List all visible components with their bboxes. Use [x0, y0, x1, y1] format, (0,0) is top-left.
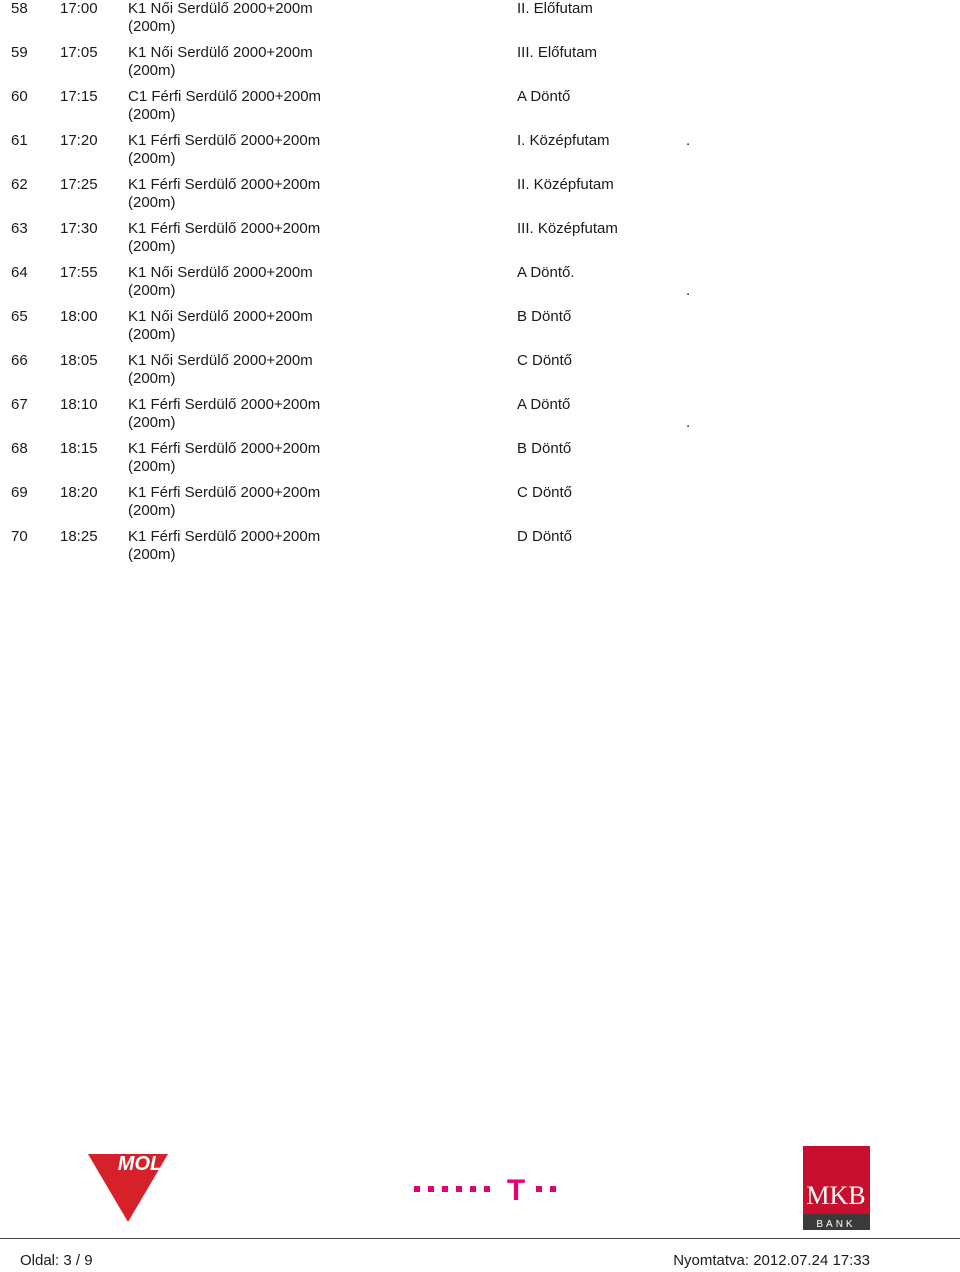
race-round: A Döntő. — [517, 264, 575, 281]
race-number: 62 — [11, 176, 28, 193]
telekom-dot-icon — [470, 1186, 476, 1192]
race-time: 18:00 — [60, 308, 98, 325]
table-row — [0, 352, 960, 396]
race-event: K1 Férfi Serdülő 2000+200m (200m) — [128, 528, 321, 563]
race-round: B Döntő — [517, 308, 572, 325]
telekom-dot-icon — [484, 1186, 490, 1192]
race-number: 59 — [11, 44, 28, 61]
race-number: 69 — [11, 484, 28, 501]
race-time: 17:55 — [60, 264, 98, 281]
race-round: C Döntő — [517, 352, 573, 369]
table-row — [0, 440, 960, 484]
race-time: 17:30 — [60, 220, 98, 237]
race-round: B Döntő — [517, 440, 572, 457]
race-event: K1 Női Serdülő 2000+200m (200m) — [128, 44, 313, 79]
race-time: 18:25 — [60, 528, 98, 545]
mkb-bank-text: BANK — [816, 1219, 856, 1230]
race-time: 17:05 — [60, 44, 98, 61]
race-round: C Döntő — [517, 484, 573, 501]
race-event: K1 Férfi Serdülő 2000+200m (200m) — [128, 484, 321, 519]
race-time: 18:15 — [60, 440, 98, 457]
telekom-logo — [414, 1174, 556, 1207]
mkb-text: MKB — [806, 1181, 866, 1210]
race-event: K1 Férfi Serdülő 2000+200m (200m) — [128, 440, 321, 475]
telekom-dot-icon — [456, 1186, 462, 1192]
row-marker: . — [686, 414, 691, 431]
race-number: 63 — [11, 220, 28, 237]
race-number: 70 — [11, 528, 28, 545]
race-number: 58 — [11, 0, 28, 17]
table-row — [0, 88, 960, 132]
table-row — [0, 0, 960, 44]
footer-divider — [0, 1238, 960, 1239]
telekom-dot-icon — [428, 1186, 434, 1192]
print-timestamp: Nyomtatva: 2012.07.24 17:33 — [673, 1252, 870, 1269]
race-event: K1 Férfi Serdülő 2000+200m (200m) — [128, 176, 321, 211]
table-row — [0, 44, 960, 88]
race-time: 18:20 — [60, 484, 98, 501]
race-round: III. Előfutam — [517, 44, 598, 61]
race-round: A Döntő — [517, 396, 571, 413]
telekom-dot-icon — [536, 1186, 542, 1192]
telekom-t-text: T — [506, 1174, 526, 1207]
race-event: C1 Férfi Serdülő 2000+200m (200m) — [128, 88, 322, 123]
telekom-dot-icon — [442, 1186, 448, 1192]
race-event: K1 Férfi Serdülő 2000+200m (200m) — [128, 396, 321, 431]
race-number: 65 — [11, 308, 28, 325]
mol-logo — [88, 1153, 168, 1222]
race-time: 17:00 — [60, 0, 98, 17]
table-row — [0, 176, 960, 220]
race-round: III. Középfutam — [517, 220, 618, 237]
page-number: Oldal: 3 / 9 — [20, 1252, 93, 1269]
race-number: 61 — [11, 132, 28, 149]
race-event: K1 Női Serdülő 2000+200m (200m) — [128, 0, 313, 35]
race-event: K1 Női Serdülő 2000+200m (200m) — [128, 308, 313, 343]
row-marker: . — [686, 282, 691, 299]
race-round: II. Előfutam — [517, 0, 593, 17]
race-number: 68 — [11, 440, 28, 457]
race-time: 17:25 — [60, 176, 98, 193]
table-row — [0, 484, 960, 528]
race-number: 66 — [11, 352, 28, 369]
race-round: I. Középfutam — [517, 132, 610, 149]
race-time: 17:20 — [60, 132, 98, 149]
telekom-dot-icon — [414, 1186, 420, 1192]
table-row — [0, 220, 960, 264]
race-round: A Döntő — [517, 88, 571, 105]
race-round: D Döntő — [517, 528, 573, 545]
race-event: K1 Férfi Serdülő 2000+200m (200m) — [128, 132, 321, 167]
mkb-logo — [803, 1146, 870, 1230]
race-number: 67 — [11, 396, 28, 413]
table-row — [0, 264, 960, 308]
row-marker: . — [686, 132, 691, 149]
sponsor-logos — [0, 1140, 960, 1240]
table-row — [0, 132, 960, 176]
race-number: 60 — [11, 88, 28, 105]
race-event: K1 Női Serdülő 2000+200m (200m) — [128, 352, 313, 387]
race-event: K1 Férfi Serdülő 2000+200m (200m) — [128, 220, 321, 255]
mol-text: MOL — [117, 1153, 163, 1175]
race-event: K1 Női Serdülő 2000+200m (200m) — [128, 264, 313, 299]
race-time: 18:05 — [60, 352, 98, 369]
telekom-dot-icon — [550, 1186, 556, 1192]
table-row — [0, 528, 960, 572]
race-round: II. Középfutam — [517, 176, 614, 193]
sponsor-logos-svg — [0, 1140, 960, 1240]
table-row — [0, 308, 960, 352]
table-row — [0, 396, 960, 440]
race-number: 64 — [11, 264, 28, 281]
race-time: 17:15 — [60, 88, 98, 105]
race-time: 18:10 — [60, 396, 98, 413]
